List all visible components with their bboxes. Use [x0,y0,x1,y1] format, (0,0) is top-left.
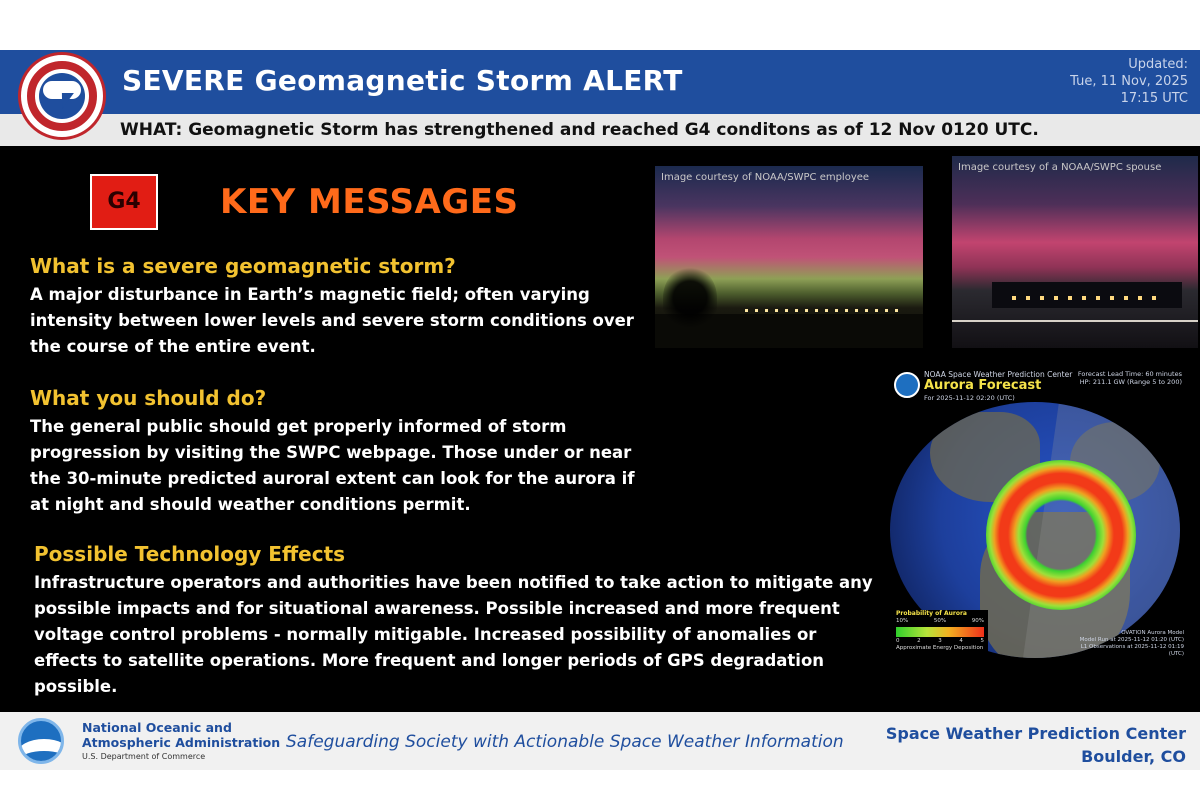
section-heading: What you should do? [30,386,267,410]
legend-pct: 90% [971,618,984,624]
legend-tick: 2 [917,638,921,644]
updated-date: Tue, 11 Nov, 2025 [1070,74,1188,89]
alert-slide [0,50,1200,770]
updated-label: Updated: [1128,57,1188,72]
house-silhouette-icon [992,282,1182,308]
footer-bar [0,712,1200,770]
tree-silhouette-icon [663,266,717,330]
swpc-location [866,722,1186,768]
section-technology-effects [34,542,874,700]
legend-title: Probability of Aurora [896,610,967,617]
photo-caption: Image courtesy of a NOAA/SWPC spouse [958,162,1162,173]
org-line: Atmospheric Administration [82,735,281,750]
section-what-is-storm [30,254,640,360]
legend-percentages [896,618,984,624]
aurora-forecast-title: Aurora Forecast [924,378,1042,393]
org-line: National Oceanic and [82,720,232,735]
model-line: Model Run at 2025-11-12 01:20 (UTC) [1079,637,1184,643]
model-line: L1 Observations at 2025-11-12 01:19 (UTC) [1080,644,1184,657]
legend-note: Approximate Energy Deposition [896,645,984,651]
section-what-to-do [30,386,640,518]
noaa-org-name [82,720,280,750]
hemispheric-power: HP: 211.1 GW (Range 5 to 200) [1079,378,1182,386]
lead-time: Forecast Lead Time: 60 minutes [1077,370,1182,378]
noaa-department: U.S. Department of Commerce [82,752,206,761]
section-body: Infrastructure operators and authorities have been notified to take action to mitigate any possible impacts and for situational awareness. Possible increased and more frequent voltage control problems - normally mitigable. Increased possibility of anomalies or effects to satellite operations. More frequent and longer periods of GPS degradation possible. [34,573,873,696]
nws-logo-icon [18,52,106,140]
forecast-lead-info [1052,370,1182,386]
section-body: A major disturbance in Earth’s magnetic field; often varying intensity between lower levels and severe storm conditions over the course of the entire event. [30,285,634,356]
noaa-small-logo-icon [894,372,920,398]
g4-level-badge: G4 [90,174,158,230]
model-line: OVATION Aurora Model [1121,630,1184,636]
forecast-valid-time: For 2025-11-12 02:20 (UTC) [924,394,1015,402]
updated-timestamp [988,56,1188,107]
legend-pct: 10% [896,618,909,624]
header-bar [0,50,1200,114]
aurora-forecast-map [890,368,1190,658]
what-statement: WHAT: Geomagnetic Storm has strengthened and reached G4 conditons as of 12 Nov 0120 UTC. [120,120,1039,140]
section-heading: What is a severe geomagnetic storm? [30,254,456,278]
section-heading: Possible Technology Effects [34,542,346,566]
section-body: The general public should get properly informed of storm progression by visiting the SWPC webpage. Those under or near the 30-minute predicted auroral extent can look for the aurora if at night and should weather conditions permit. [30,417,635,514]
noaa-logo-icon [18,718,64,764]
model-run-info [1064,630,1184,658]
legend-tick: 4 [959,638,963,644]
legend-color-bar [896,627,984,637]
what-bar [0,114,1200,146]
legend-tick: 3 [938,638,942,644]
aurora-probability-legend [896,610,988,654]
photo-caption: Image courtesy of NOAA/SWPC employee [661,172,870,183]
forecast-center-name: NOAA Space Weather Prediction Center [924,370,1073,379]
footer-tagline: Safeguarding Society with Actionable Space Weather Information [286,732,844,752]
updated-time: 17:15 UTC [1120,91,1188,106]
aurora-photo-spouse [952,156,1198,348]
legend-tick: 5 [980,638,984,644]
page-title: SEVERE Geomagnetic Storm ALERT [122,64,683,97]
key-messages-title: KEY MESSAGES [220,182,519,222]
center-name: Space Weather Prediction Center [885,724,1186,743]
center-location: Boulder, CO [1081,747,1186,766]
legend-pct: 50% [933,618,947,624]
legend-ticks [896,638,984,644]
legend-tick: 0 [896,638,900,644]
aurora-photo-employee [655,166,923,348]
auroral-oval [986,460,1136,610]
